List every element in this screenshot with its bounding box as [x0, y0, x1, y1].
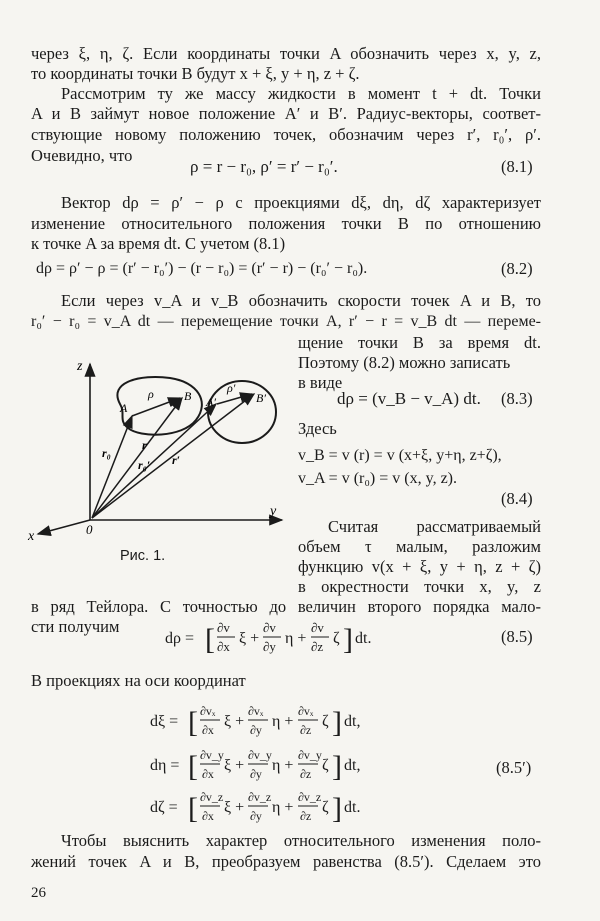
svg-text:[: [	[188, 750, 198, 783]
label-A: A	[120, 401, 128, 415]
text-line: Если через v_A и v_B обозначить скорости точек A и B, то	[61, 291, 541, 310]
equation-8-4-line-2: v_A = v (r₀) = v (x, y, z).	[298, 470, 457, 487]
svg-text:∂vₓ: ∂vₓ	[298, 704, 314, 718]
svg-text:∂v: ∂v	[217, 620, 230, 635]
svg-text:]: ]	[332, 792, 342, 825]
svg-text:∂v_y: ∂v_y	[200, 748, 224, 762]
text-line: Здесь	[298, 419, 337, 438]
svg-text:dη =: dη =	[150, 757, 180, 774]
equation-8-4-line-1: v_B = v (r) = v (x+ξ, y+η, z+ζ),	[298, 447, 502, 464]
text-line: r₀′ − r₀ = v_A dt — перемещение точки A, r′ − r = v_B dt — переме-	[31, 313, 541, 330]
svg-text:ζ: ζ	[322, 713, 329, 730]
svg-text:∂v_y: ∂v_y	[248, 748, 272, 762]
svg-text:∂v: ∂v	[263, 620, 276, 635]
equation-number: (8.3)	[501, 389, 533, 408]
svg-text:∂x: ∂x	[202, 767, 214, 781]
svg-text:ζ: ζ	[333, 630, 340, 647]
svg-text:ζ: ζ	[322, 799, 329, 816]
label-B-prime: B′	[256, 391, 266, 405]
page-number: 26	[31, 885, 46, 901]
equation-8-3: dρ = (v_B − v_A) dt.	[337, 389, 481, 408]
text-line: то координаты точки B будут x + ξ, y + η, z + ζ.	[31, 64, 360, 83]
equation-number: (8.1)	[501, 157, 533, 176]
text-line: Чтобы выяснить характер относительного изменения поло-	[61, 831, 541, 850]
svg-text:dt.: dt.	[355, 630, 372, 647]
text-line: в виде	[298, 373, 343, 392]
text-line: жений точек A и B, преобразуем равенства (8.5′). Сделаем это	[31, 852, 541, 871]
svg-text:η +: η +	[285, 630, 307, 647]
svg-text:η +: η +	[272, 799, 294, 816]
svg-text:∂z: ∂z	[300, 723, 312, 737]
equation-8-5-prime	[150, 700, 440, 830]
svg-text:∂v: ∂v	[311, 620, 324, 635]
svg-text:dζ =: dζ =	[150, 799, 178, 816]
text-line: щение точки B за время dt.	[298, 333, 541, 352]
svg-text:ξ +: ξ +	[224, 799, 245, 816]
label-r-prime: r′	[172, 453, 181, 467]
label-y: y	[270, 504, 277, 519]
svg-text:∂vₓ: ∂vₓ	[200, 704, 216, 718]
label-A-prime: A′	[206, 395, 216, 409]
text-line: Вектор dρ = ρ′ − ρ с проекциями dξ, dη, dζ характеризует	[61, 193, 541, 212]
svg-text:∂y: ∂y	[250, 723, 262, 737]
text-line: функцию v(x + ξ, y + η, z + ζ)	[298, 557, 541, 576]
svg-text:∂y: ∂y	[250, 767, 262, 781]
label-r: r	[142, 438, 147, 452]
svg-text:[: [	[205, 623, 215, 656]
label-z: z	[77, 359, 83, 374]
label-r0-prime: r₀′	[138, 458, 151, 472]
figure-caption: Рис. 1.	[120, 548, 166, 564]
svg-text:dt,: dt,	[344, 757, 361, 774]
text-line: A и B займут новое положение A′ и B′. Радиус-векторы, соответ-	[31, 104, 541, 123]
text-line: В проекциях на оси координат	[31, 671, 246, 690]
label-B: B	[184, 389, 192, 403]
svg-text:η +: η +	[272, 713, 294, 730]
text-line: Считая рассматриваемый	[328, 517, 541, 536]
svg-text:∂vₓ: ∂vₓ	[248, 704, 264, 718]
vector-rho	[132, 398, 180, 416]
label-x: x	[28, 529, 35, 542]
svg-text:∂x: ∂x	[202, 809, 214, 823]
svg-text:∂y: ∂y	[250, 809, 262, 823]
svg-text:dt.: dt.	[344, 799, 361, 816]
svg-text:∂v_z: ∂v_z	[248, 790, 272, 804]
equation-8-1: ρ = r − r₀, ρ′ = r′ − r₀′.	[190, 157, 338, 176]
equation-number: (8.4)	[501, 489, 533, 508]
text-line: объем τ малым, разложим	[298, 537, 541, 556]
text-line: ствующие новому положению точек, обозначим через r′, r₀′, ρ′.	[31, 125, 541, 144]
svg-text:∂z: ∂z	[311, 639, 324, 654]
svg-text:∂z: ∂z	[300, 809, 312, 823]
vector-r0-prime	[92, 404, 216, 518]
text-line: к точке A за время dt. С учетом (8.1)	[31, 234, 286, 253]
svg-text:η +: η +	[272, 757, 294, 774]
label-origin: 0	[86, 522, 93, 537]
svg-text:]: ]	[332, 706, 342, 739]
text-line: в ряд Тейлора. С точностью до величин второго порядка мало-	[31, 597, 541, 616]
label-r0: r₀	[102, 446, 111, 460]
text-line: сти получим	[31, 617, 120, 636]
text-line: Поэтому (8.2) можно записать	[298, 353, 511, 372]
text-line: через ξ, η, ζ. Если координаты точки A обозначить через x, y, z,	[31, 44, 541, 63]
equation-8-2: dρ = ρ′ − ρ = (r′ − r₀′) − (r − r₀) = (r′ − r) − (r₀′ − r₀).	[36, 260, 368, 277]
svg-text:∂v_z: ∂v_z	[298, 790, 322, 804]
svg-text:ξ +: ξ +	[224, 757, 245, 774]
equation-number: (8.5)	[501, 627, 533, 646]
svg-text:[: [	[188, 792, 198, 825]
svg-text:∂z: ∂z	[300, 767, 312, 781]
svg-text:∂x: ∂x	[217, 639, 230, 654]
text-line: в окрестности точки x, y, z	[298, 577, 541, 596]
figure-vectors	[20, 352, 290, 542]
svg-text:]: ]	[332, 750, 342, 783]
svg-text:ζ: ζ	[322, 757, 329, 774]
equation-8-5	[165, 617, 415, 659]
svg-text:dρ =: dρ =	[165, 630, 195, 647]
text-line: изменение относительного положения точки B по отношению	[31, 214, 541, 233]
svg-text:∂v_y: ∂v_y	[298, 748, 322, 762]
equation-number: (8.2)	[501, 259, 533, 278]
label-rho: ρ	[148, 387, 154, 401]
x-axis	[38, 520, 90, 534]
svg-text:ξ +: ξ +	[224, 713, 245, 730]
svg-text:ξ +: ξ +	[239, 630, 260, 647]
svg-text:dt,: dt,	[344, 713, 361, 730]
text-line: Очевидно, что	[31, 146, 133, 165]
label-rho-prime: ρ′	[227, 381, 236, 395]
svg-text:∂x: ∂x	[202, 723, 214, 737]
svg-text:[: [	[188, 706, 198, 739]
text-line: Рассмотрим ту же массу жидкости в момент t + dt. Точки	[61, 84, 541, 103]
svg-text:]: ]	[343, 623, 353, 656]
svg-text:∂v_z: ∂v_z	[200, 790, 224, 804]
svg-text:∂y: ∂y	[263, 639, 276, 654]
equation-number: (8.5′)	[496, 758, 532, 777]
svg-text:dξ =: dξ =	[150, 713, 179, 730]
